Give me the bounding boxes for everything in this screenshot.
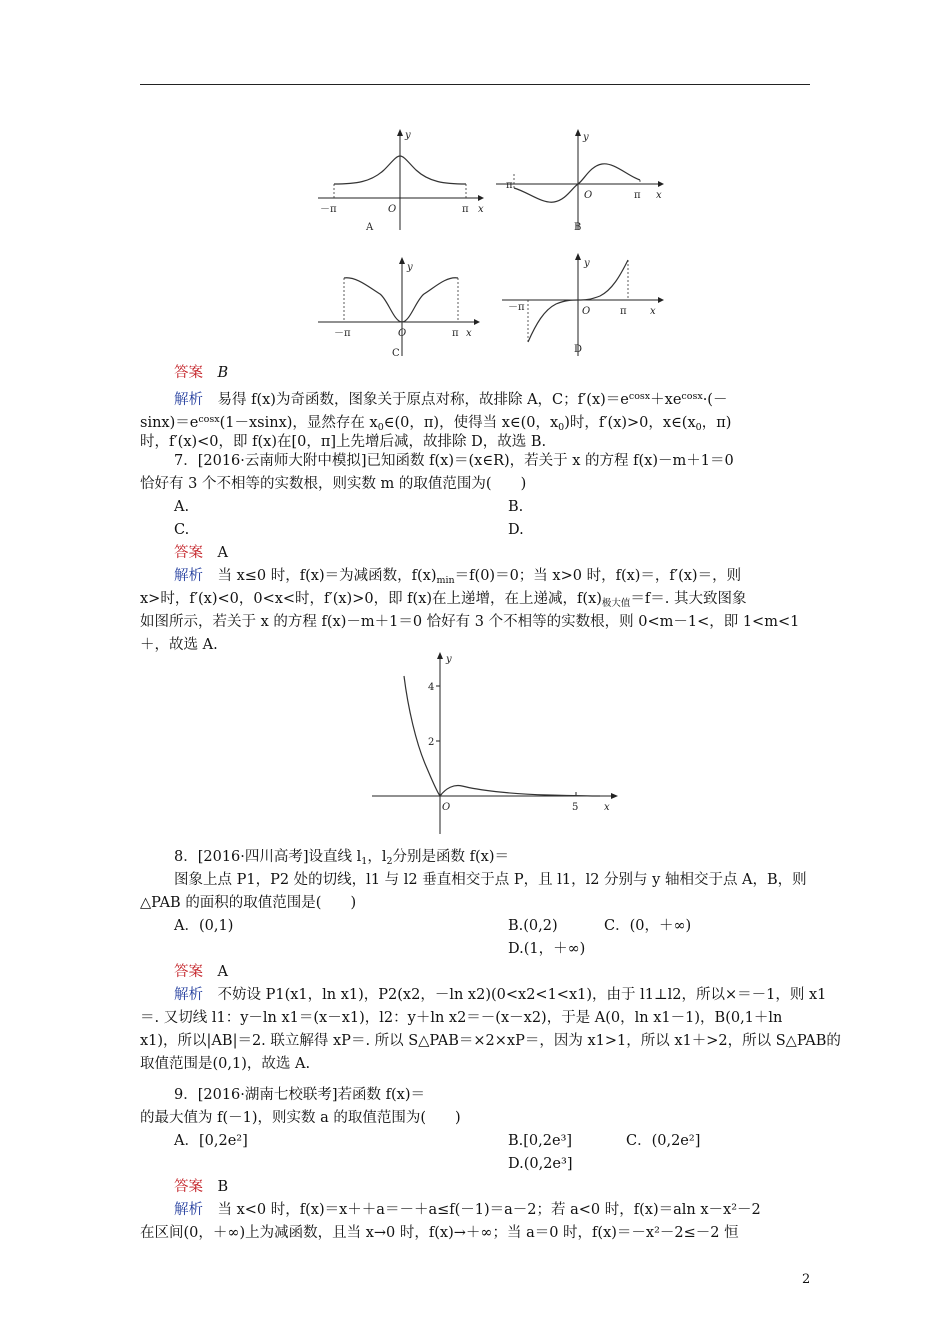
q8-answer-line bbox=[140, 961, 812, 984]
q9-a1: 当 x<0 时，f(x)＝x＋＋a＝－＋a≤f(－1)＝a－2；若 a<0 时，f(x)＝aln x－x²－2 bbox=[217, 1202, 761, 1218]
figure-b bbox=[494, 126, 668, 234]
q6-analysis-line3: 时，f′(x)<0，即 f(x)在[0，π]上先增后减，故排除 D，故选 B. bbox=[140, 434, 547, 450]
fig-d-xaxis: x bbox=[650, 306, 656, 317]
q6-a2-mid2: ∈(0，π)，使得当 x∈(0，x bbox=[383, 415, 559, 431]
q7-stem1: 7．[2016·云南师大附中模拟]已知函数 f(x)＝(x∈R)，若关于 x 的方程 f(x)－m＋1＝0 bbox=[174, 453, 734, 469]
q7-answer-label: 答案 bbox=[174, 545, 203, 561]
q9-stem1: 9．[2016·湖南七校联考]若函数 f(x)＝ bbox=[174, 1087, 426, 1103]
q8-stem3: △PAB 的面积的取值范围是( ) bbox=[140, 895, 357, 911]
q7-graph bbox=[368, 648, 624, 840]
q6-a1-sup1: cosx bbox=[628, 391, 651, 402]
q8-stem1-sub2: 2 bbox=[386, 856, 393, 867]
fig-a-xaxis: x bbox=[478, 204, 484, 215]
q8-analysis-line3: x1)，所以|AB|＝2. 联立解得 xP＝. 所以 S△PAB＝×2×xP＝，因为 x1>1，所以 x1＋>2，所以 S△PAB的 bbox=[140, 1033, 841, 1049]
q6-a2-sub2: 0 bbox=[558, 422, 565, 433]
q6-analysis-line2 bbox=[140, 408, 812, 431]
q6-answer-value: B bbox=[217, 365, 229, 381]
q9-stem2: 的最大值为 f(－1)，则实数 a 的取值范围为( ) bbox=[140, 1110, 461, 1126]
fig-d-origin: O bbox=[582, 306, 591, 317]
q7-analysis-line2 bbox=[140, 588, 812, 611]
q8-analysis-label: 解析 bbox=[174, 987, 203, 1003]
q7-analysis-line4: ＋，故选 A. bbox=[140, 637, 218, 653]
q7-graph-tick-5: 5 bbox=[572, 802, 579, 813]
q8-analysis-line1 bbox=[140, 984, 827, 1007]
q8-stem2: 图象上点 P1，P2 处的切线，l1 与 l2 垂直相交于点 P，且 l1，l2 分别与 y 轴相交于点 A，B，则 bbox=[174, 872, 807, 888]
q7-graph-tick-4: 4 bbox=[428, 682, 435, 693]
q6-a2-end2: ，π) bbox=[701, 415, 732, 431]
q6-a2-mid: (1－xsinx)，显然存在 x bbox=[219, 415, 378, 431]
fig-c-xplus: π bbox=[452, 328, 459, 339]
figure-a bbox=[316, 126, 486, 234]
q7-stem2: 恰好有 3 个不相等的实数根，则实数 m 的取值范围为( ) bbox=[140, 476, 527, 492]
q9-options-d bbox=[140, 1153, 812, 1176]
q8-stem1-sub1: 1 bbox=[361, 856, 368, 867]
q7-analysis-line1 bbox=[140, 565, 812, 588]
q7-graph-origin: O bbox=[442, 802, 451, 813]
q8-answer-value: A bbox=[217, 964, 228, 980]
q8-analysis-line2: ＝. 又切线 l1：y－ln x1＝(x－x1)，l2：y＋ln x2＝－(x－x2)，于是 A(0，ln x1－1)，B(0,1＋ln bbox=[140, 1010, 783, 1026]
q7-block bbox=[140, 450, 812, 657]
q8-stem1-end: 分别是函数 f(x)＝ bbox=[392, 849, 509, 865]
q6-a2-sup: cosx bbox=[198, 414, 220, 425]
fig-a-caption: A bbox=[366, 222, 374, 233]
q7-options-ab bbox=[140, 496, 812, 519]
q8-stem1-start: 8．[2016·四川高考]设直线 l bbox=[174, 849, 362, 865]
q6-a2-sub3: 0 bbox=[695, 422, 702, 433]
q6-a1-mid: ＋xe bbox=[650, 392, 682, 408]
q9-block bbox=[140, 1084, 812, 1245]
q6-answer-label: 答案 bbox=[174, 365, 203, 381]
fig-a-xminus: －π bbox=[320, 204, 337, 215]
q8-answer-label: 答案 bbox=[174, 964, 203, 980]
q6-analysis-line1 bbox=[140, 385, 812, 408]
q6-answer-line bbox=[140, 362, 812, 385]
q9-option-d[interactable]: D.(0,2e³] bbox=[508, 1156, 573, 1172]
q7-graph-tick-2: 2 bbox=[428, 737, 435, 748]
q8-a1: 不妨设 P1(x1，ln x1)，P2(x2，－ln x2)(0<x2<1<x1)，由于 l1⊥l2，所以×＝－1，则 x1 bbox=[217, 987, 827, 1003]
q7-a1-sub: min bbox=[436, 575, 455, 586]
q7-options-cd bbox=[140, 519, 812, 542]
page-number: 2 bbox=[802, 1272, 811, 1287]
q6-a2-end: )时，f′(x)>0，x∈(x bbox=[564, 415, 696, 431]
fig-b-origin: O bbox=[584, 190, 593, 201]
q9-answer-label: 答案 bbox=[174, 1179, 203, 1195]
q9-analysis-line1 bbox=[140, 1199, 812, 1222]
q7-answer-line bbox=[140, 542, 812, 565]
fig-d-caption: D bbox=[574, 344, 583, 355]
fig-c-xminus: －π bbox=[334, 328, 351, 339]
q9-analysis-line2: 在区间(0，＋∞)上为减函数，且当 x→0 时，f(x)→＋∞；当 a＝0 时，f(x)＝－x²－2≤－2 恒 bbox=[140, 1225, 739, 1241]
q9-options-abc bbox=[140, 1130, 812, 1153]
q6-analysis-label: 解析 bbox=[174, 392, 203, 408]
q8-option-a[interactable]: A．(0,1) bbox=[174, 918, 234, 934]
q7-answer-value: A bbox=[217, 545, 228, 561]
q8-option-b[interactable]: B.(0,2) bbox=[508, 918, 558, 934]
q8-option-d[interactable]: D.(1，＋∞) bbox=[508, 941, 586, 957]
q9-analysis-label: 解析 bbox=[174, 1202, 203, 1218]
fig-b-xminus: －π bbox=[496, 180, 513, 191]
q9-answer-line bbox=[140, 1176, 812, 1199]
figure-d bbox=[500, 252, 670, 360]
fig-c-origin: O bbox=[398, 328, 407, 339]
q7-option-c[interactable]: C. bbox=[174, 522, 190, 538]
q8-option-c[interactable]: C．(0，＋∞) bbox=[604, 918, 692, 934]
q7-analysis-line3: 如图所示，若关于 x 的方程 f(x)－m＋1＝0 恰好有 3 个不相等的实数根，则 0<m－1<，即 1<m<1 bbox=[140, 614, 800, 630]
q9-option-c[interactable]: C．(0,2e²] bbox=[626, 1133, 701, 1149]
fig-d-xplus: π bbox=[620, 306, 627, 317]
fig-a-origin: O bbox=[388, 204, 397, 215]
q8-stem1-mid: ，l bbox=[367, 849, 387, 865]
figure-c bbox=[316, 252, 486, 360]
q7-a1-start: 当 x≤0 时，f(x)＝为减函数，f(x) bbox=[217, 568, 437, 584]
q6-a1-end: ·(－ bbox=[702, 392, 728, 408]
q6-a2-start: sinx)＝e bbox=[140, 415, 199, 431]
q7-option-d[interactable]: D. bbox=[508, 522, 524, 538]
fig-c-yaxis: y bbox=[407, 262, 413, 273]
fig-b-caption: B bbox=[574, 222, 582, 233]
fig-b-xplus: π bbox=[634, 190, 641, 201]
q9-answer-value: B bbox=[217, 1179, 229, 1195]
q6-a1-sup2: cosx bbox=[681, 391, 703, 402]
q7-graph-xaxis: x bbox=[604, 802, 610, 813]
q6-block bbox=[140, 362, 812, 454]
q9-option-b[interactable]: B.[0,2e³] bbox=[508, 1133, 573, 1149]
q7-graph-yaxis: y bbox=[446, 654, 452, 665]
fig-c-caption: C bbox=[392, 348, 400, 359]
q8-stem1 bbox=[140, 846, 812, 869]
q8-analysis-line4: 取值范围是(0,1)，故选 A. bbox=[140, 1056, 311, 1072]
fig-d-xminus: －π bbox=[508, 302, 525, 313]
q8-options-abc bbox=[140, 915, 812, 938]
header-rule bbox=[140, 84, 810, 85]
q8-options-d bbox=[140, 938, 812, 961]
q7-a2-start: x>时，f′(x)<0，0<x<时，f′(x)>0，即 f(x)在上递增，在上递减，f(x) bbox=[140, 591, 602, 607]
q9-option-a[interactable]: A．[0,2e²] bbox=[174, 1133, 248, 1149]
q8-block bbox=[140, 846, 841, 1076]
q7-a1-end: ＝f(0)＝0；当 x>0 时，f(x)＝，f′(x)＝，则 bbox=[454, 568, 742, 584]
fig-b-xaxis: x bbox=[656, 190, 662, 201]
q6-a1: 易得 f(x)为奇函数，图象关于原点对称，故排除 A，C；f′(x)＝e bbox=[217, 392, 629, 408]
q7-option-b[interactable]: B. bbox=[508, 499, 524, 515]
q7-analysis-label: 解析 bbox=[174, 568, 203, 584]
q7-a2-end: ＝f＝. 其大致图象 bbox=[630, 591, 747, 607]
fig-c-xaxis: x bbox=[466, 328, 472, 339]
fig-d-yaxis: y bbox=[584, 258, 590, 269]
q6-a2-sub1: 0 bbox=[377, 422, 384, 433]
q7-option-a[interactable]: A. bbox=[174, 499, 190, 515]
fig-a-xplus: π bbox=[462, 204, 469, 215]
q7-a2-sub: 极大值 bbox=[601, 598, 631, 609]
fig-b-yaxis: y bbox=[583, 132, 589, 143]
fig-a-yaxis: y bbox=[405, 130, 411, 141]
